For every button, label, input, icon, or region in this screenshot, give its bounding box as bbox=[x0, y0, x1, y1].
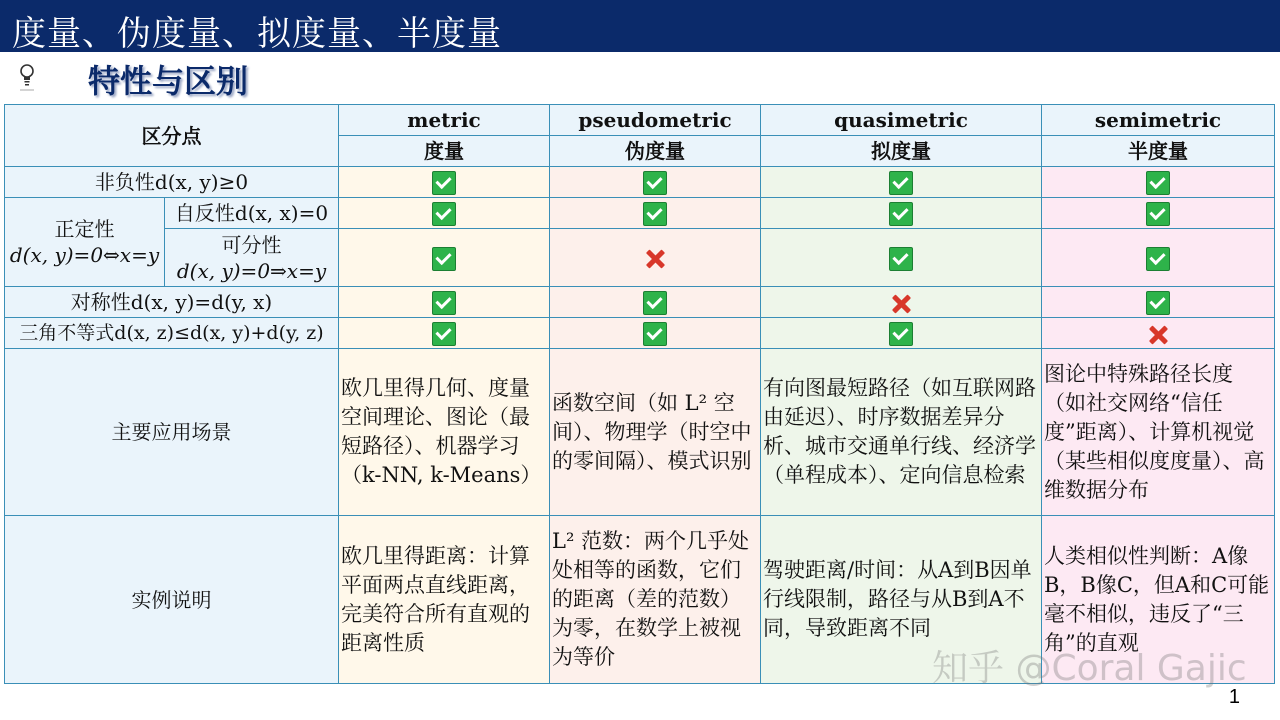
title-bar bbox=[0, 0, 1280, 52]
check-icon bbox=[889, 322, 913, 346]
row-label-symmetry: 对称性d(x, y)=d(y, x) bbox=[5, 287, 339, 318]
check-icon bbox=[432, 291, 456, 315]
check-icon bbox=[643, 171, 667, 195]
lightbulb-icon bbox=[16, 62, 38, 94]
applications-pseudometric: 函数空间（如 L² 空间）、物理学（时空中的零间隔）、模式识别 bbox=[550, 349, 761, 516]
corner-header: 区分点 bbox=[5, 105, 339, 167]
page-number: 1 bbox=[1228, 686, 1240, 708]
positive-definite-label: 正定性 bbox=[54, 217, 115, 241]
cross-icon bbox=[644, 248, 666, 270]
col-header-pseudometric-en: pseudometric bbox=[550, 105, 761, 136]
col-header-quasimetric-en: quasimetric bbox=[761, 105, 1042, 136]
check-icon bbox=[1146, 247, 1170, 271]
row-label-nonnegativity: 非负性d(x, y)≥0 bbox=[5, 167, 339, 198]
col-header-semimetric-cn: 半度量 bbox=[1042, 136, 1275, 167]
row-applications bbox=[5, 349, 1275, 516]
cross-icon bbox=[1147, 324, 1169, 346]
check-icon bbox=[432, 202, 456, 226]
applications-quasimetric: 有向图最短路径（如互联网路由延迟）、时序数据差异分析、城市交通单行线、经济学（单程成本）、定向信息检索 bbox=[761, 349, 1042, 516]
applications-semimetric: 图论中特殊路径长度（如社交网络“信任度”距离）、计算机视觉（某些相似度度量）、高维数据分布 bbox=[1042, 349, 1275, 516]
slide-subtitle: 特性与区别 bbox=[88, 62, 249, 100]
watermark: 知乎 @Coral Gajic bbox=[932, 648, 1247, 689]
check-icon bbox=[643, 322, 667, 346]
example-pseudometric: L² 范数：两个几乎处处相等的函数，它们的距离（差的范数）为零，在数学上被视为等价 bbox=[550, 516, 761, 684]
applications-metric: 欧几里得几何、度量空间理论、图论（最短路径）、机器学习（k-NN, k-Means） bbox=[339, 349, 550, 516]
cross-icon bbox=[890, 293, 912, 315]
example-quasimetric: 驾驶距离/时间：从A到B因单行线限制，路径与从B到A不同，导致距离不同 bbox=[761, 516, 1042, 684]
row-reflexivity bbox=[5, 198, 1275, 229]
check-icon bbox=[1146, 291, 1170, 315]
col-header-pseudometric-cn: 伪度量 bbox=[550, 136, 761, 167]
check-icon bbox=[643, 291, 667, 315]
row-symmetry bbox=[5, 287, 1275, 318]
row-label-reflexivity: 自反性d(x, x)=0 bbox=[165, 198, 339, 229]
check-icon bbox=[1146, 171, 1170, 195]
check-icon bbox=[432, 322, 456, 346]
row-nonnegativity bbox=[5, 167, 1275, 198]
row-label-positive-definite bbox=[5, 198, 165, 287]
check-icon bbox=[889, 247, 913, 271]
col-header-semimetric-en: semimetric bbox=[1042, 105, 1275, 136]
check-icon bbox=[432, 171, 456, 195]
check-icon bbox=[889, 171, 913, 195]
col-header-metric-cn: 度量 bbox=[339, 136, 550, 167]
check-icon bbox=[432, 247, 456, 271]
separability-formula: d(x, y)=0⇒x=y bbox=[176, 258, 327, 283]
comparison-table bbox=[4, 104, 1274, 684]
row-triangle-inequality bbox=[5, 318, 1275, 349]
col-header-metric-en: metric bbox=[339, 105, 550, 136]
separability-label: 可分性 bbox=[221, 232, 282, 257]
col-header-quasimetric-cn: 拟度量 bbox=[761, 136, 1042, 167]
slide-title: 度量、伪度量、拟度量、半度量 bbox=[12, 14, 502, 54]
check-icon bbox=[1146, 202, 1170, 226]
example-semimetric: 人类相似性判断：A像B，B像C，但A和C可能毫不相似，违反了“三角”的直观 bbox=[1042, 516, 1275, 684]
row-label-applications: 主要应用场景 bbox=[5, 349, 339, 516]
row-label-separability bbox=[165, 229, 339, 287]
row-label-examples: 实例说明 bbox=[5, 516, 339, 684]
check-icon bbox=[643, 202, 667, 226]
example-metric: 欧几里得距离：计算平面两点直线距离，完美符合所有直观的距离性质 bbox=[339, 516, 550, 684]
row-label-triangle-inequality: 三角不等式d(x, z)≤d(x, y)+d(y, z) bbox=[5, 318, 339, 349]
positive-definite-formula: d(x, y)=0⇔x=y bbox=[9, 243, 160, 267]
check-icon bbox=[889, 202, 913, 226]
row-separability bbox=[5, 229, 1275, 287]
